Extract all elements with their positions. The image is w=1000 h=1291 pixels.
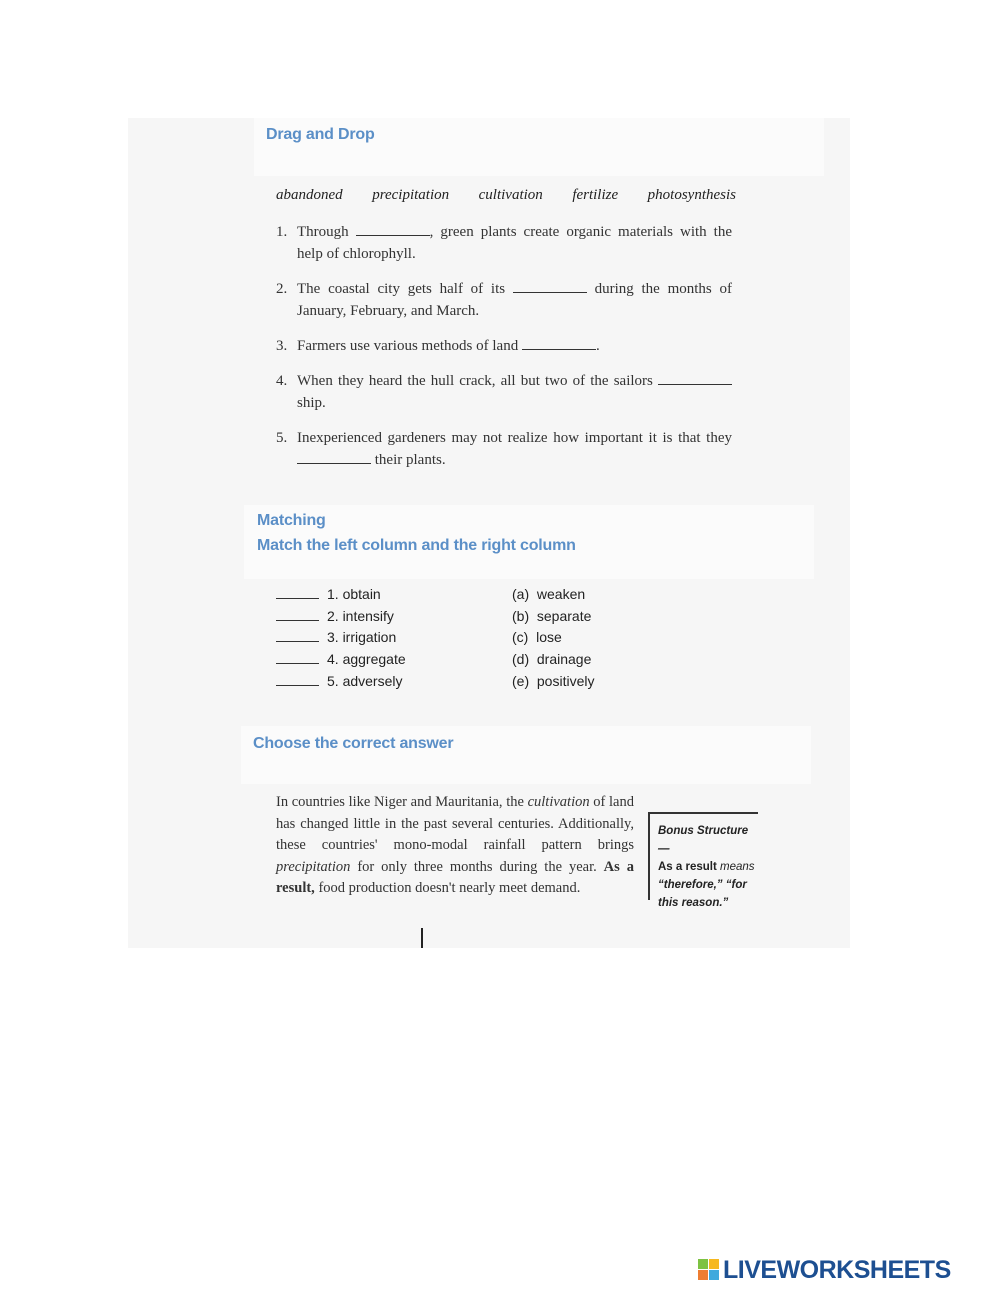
logo-square-orange — [698, 1270, 708, 1280]
word-bank-item[interactable]: fertilize — [572, 187, 619, 203]
matching-right-item: (c) lose — [512, 629, 562, 645]
matching-term: 5. adversely — [327, 673, 403, 689]
word-bank-item[interactable]: precipitation — [372, 187, 450, 203]
choose-heading: Choose the correct answer — [253, 735, 454, 752]
word-bank-item[interactable]: photosynthesis — [647, 187, 736, 203]
passage-emphasis: cultivation — [527, 794, 590, 810]
question-5 — [276, 427, 732, 471]
matching-right-item: (b) separate — [512, 608, 592, 624]
word-bank — [276, 187, 736, 204]
bonus-line — [658, 858, 758, 876]
drop-blank-4[interactable] — [658, 372, 732, 385]
match-answer-blank[interactable] — [276, 631, 319, 642]
question-number: 2. — [276, 281, 288, 297]
question-4 — [276, 370, 732, 414]
logo-text: LIVEWORKSHEETS — [723, 1255, 951, 1284]
question-text: When they heard the hull crack, all but two of the sailors — [297, 373, 658, 389]
bonus-line: “therefore,” “for — [658, 879, 747, 891]
drop-blank-2[interactable] — [513, 280, 587, 293]
logo-square-blue — [709, 1270, 719, 1280]
matching-right-item: (d) drainage — [512, 651, 592, 667]
question-2 — [276, 278, 732, 322]
question-text: ship. — [297, 395, 326, 411]
liveworksheets-logo-icon — [698, 1259, 720, 1281]
drop-blank-5[interactable] — [297, 451, 371, 464]
matching-heading: Matching — [257, 512, 326, 529]
passage-emphasis: precipitation — [276, 858, 351, 875]
bonus-text: means — [716, 861, 755, 873]
question-1 — [276, 221, 732, 265]
matching-left-item — [276, 673, 402, 689]
question-text: The coastal city gets half of its — [297, 281, 513, 297]
bonus-structure-box — [648, 812, 758, 909]
passage-text: In countries like Niger and Mauritania, the — [276, 794, 528, 810]
matching-right-item: (a) weaken — [512, 586, 586, 602]
matching-right-item: (e) positively — [512, 673, 595, 689]
passage-text: for only three months during the year. — [350, 858, 604, 875]
question-text: . — [595, 338, 600, 354]
question-text: Inexperienced gardeners may not realize how important it is that they — [297, 430, 732, 446]
question-text: , green plants create organic materials with the help of chlorophyll. — [297, 224, 732, 262]
passage-text: of land has changed little in the past several centuries. Additionally, these countries' mono-modal rainfall pattern brings — [276, 794, 634, 854]
passage-bold: As a result, — [276, 858, 634, 897]
matching-left-item — [276, 586, 381, 602]
matching-left-item — [276, 608, 394, 624]
match-answer-blank[interactable] — [276, 588, 319, 599]
match-answer-blank[interactable] — [276, 675, 319, 686]
bonus-title: Bonus Structure— — [658, 825, 749, 855]
drop-blank-1[interactable] — [356, 223, 430, 236]
word-bank-item[interactable]: abandoned — [276, 187, 343, 203]
question-3 — [276, 335, 732, 357]
word-bank-item[interactable]: cultivation — [478, 187, 543, 203]
liveworksheets-logo — [698, 1255, 951, 1285]
bonus-line: this reason.” — [658, 897, 729, 909]
question-number: 5. — [276, 430, 288, 446]
question-text: Through — [297, 224, 356, 240]
match-answer-blank[interactable] — [276, 610, 319, 621]
text-cursor — [421, 928, 423, 948]
matching-left-item — [276, 629, 396, 645]
question-text: during the months of January, February, and March. — [297, 281, 733, 319]
matching-term: 3. irrigation — [327, 629, 397, 645]
logo-square-green — [698, 1259, 708, 1269]
question-number: 3. — [276, 338, 288, 354]
question-text: their plants. — [371, 452, 446, 468]
matching-term: 1. obtain — [327, 586, 381, 602]
reading-passage — [276, 792, 634, 900]
matching-left-item — [276, 651, 406, 667]
matching-term: 4. aggregate — [327, 651, 406, 667]
drag-drop-heading: Drag and Drop — [266, 126, 375, 143]
bonus-bold: As a result — [658, 861, 717, 873]
question-text: Farmers use various methods of land — [297, 338, 522, 354]
drop-blank-3[interactable] — [522, 337, 596, 350]
match-answer-blank[interactable] — [276, 653, 319, 664]
passage-text: food production doesn't nearly meet demand. — [314, 880, 581, 897]
logo-square-yellow — [709, 1259, 719, 1269]
matching-subheading: Match the left column and the right column — [257, 537, 576, 554]
matching-term: 2. intensify — [327, 608, 394, 624]
question-number: 1. — [276, 224, 288, 240]
question-number: 4. — [276, 373, 288, 389]
